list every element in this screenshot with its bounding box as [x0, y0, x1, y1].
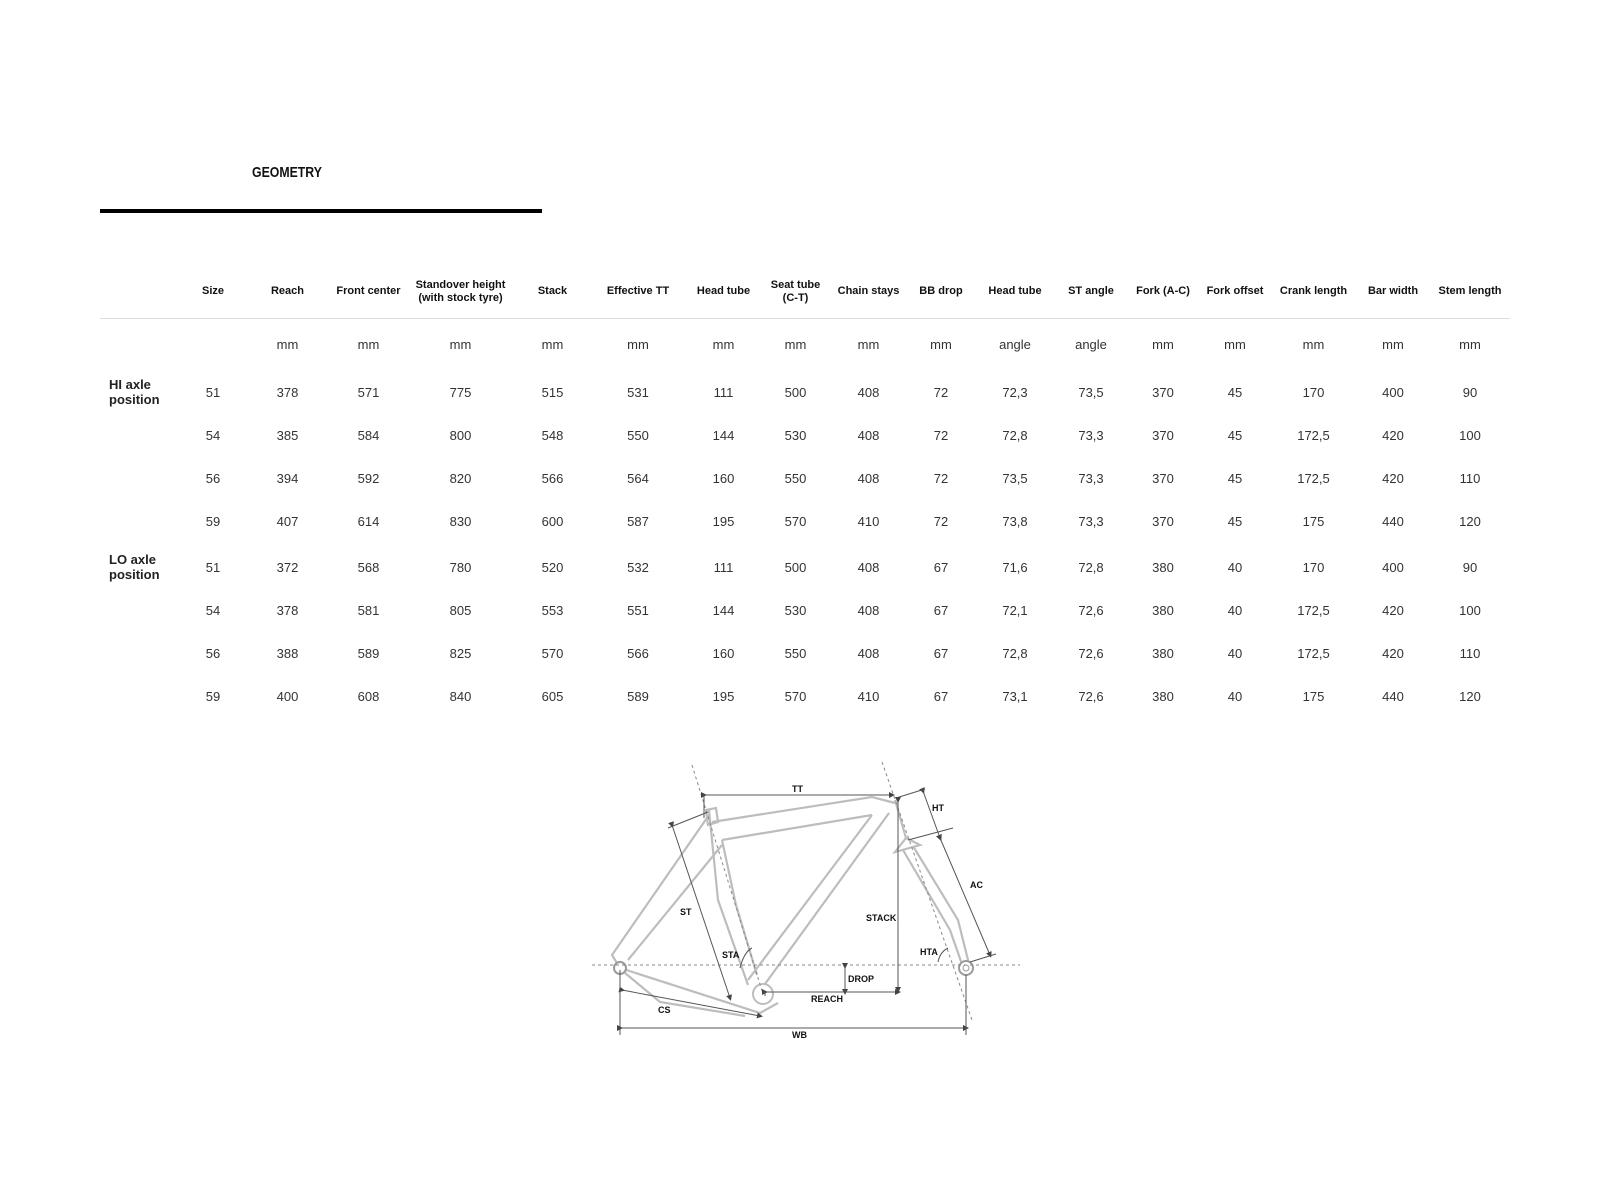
value-cell: 566	[627, 646, 649, 661]
value-cell: 111	[713, 384, 734, 400]
size-cell: 59	[205, 689, 221, 704]
value-cell: 548	[541, 428, 564, 443]
value-cell: 110	[1459, 471, 1481, 486]
value-cell: 380	[1152, 689, 1174, 704]
value-cell: 67	[933, 646, 949, 661]
size-cell: 54	[205, 603, 221, 618]
label-wb: WB	[792, 1030, 807, 1040]
value-cell: 800	[449, 428, 472, 443]
value-cell: 500	[784, 559, 807, 575]
value-cell: 72,6	[1078, 603, 1104, 618]
value-cell: 72,8	[1002, 646, 1028, 661]
size-cell: 59	[205, 514, 221, 529]
unit-cell: angle	[1075, 336, 1107, 352]
front-axle	[959, 961, 973, 975]
value-cell: 420	[1382, 428, 1404, 443]
value-cell: 587	[627, 514, 649, 529]
value-cell: 144	[712, 603, 735, 618]
value-cell: 72	[933, 384, 949, 400]
value-cell: 592	[357, 471, 380, 486]
value-cell: 530	[784, 428, 807, 443]
label-cs: CS	[658, 1005, 671, 1015]
value-cell: 45	[1227, 514, 1243, 529]
value-cell: 90	[1462, 559, 1478, 575]
value-cell: 830	[449, 514, 472, 529]
value-cell: 825	[449, 646, 472, 661]
size-cell: 51	[205, 384, 221, 400]
value-cell: 385	[276, 428, 299, 443]
value-cell: 589	[357, 646, 380, 661]
value-cell: 394	[276, 471, 299, 486]
value-cell: 72,1	[1002, 603, 1028, 618]
header-cell: Reach	[244, 266, 331, 318]
value-cell: 410	[857, 689, 880, 704]
value-cell: 407	[276, 514, 299, 529]
unit-cell: mm	[541, 336, 564, 352]
value-cell: 530	[784, 603, 807, 618]
value-cell: 45	[1227, 471, 1243, 486]
value-cell: 775	[449, 384, 472, 400]
value-cell: 67	[933, 603, 949, 618]
value-cell: 45	[1227, 384, 1243, 400]
header-cell: Fork offset	[1199, 266, 1271, 318]
unit-cell: mm	[712, 336, 735, 352]
unit-cell: mm	[784, 336, 807, 352]
value-cell: 40	[1227, 559, 1243, 575]
value-cell: 584	[357, 428, 380, 443]
value-cell: 195	[712, 514, 735, 529]
size-cell: 51	[205, 559, 221, 575]
value-cell: 520	[541, 559, 564, 575]
value-cell: 408	[857, 559, 880, 575]
size-cell: 56	[205, 646, 221, 661]
value-cell: 551	[627, 603, 649, 618]
value-cell: 73,5	[1002, 471, 1028, 486]
value-cell: 370	[1152, 514, 1174, 529]
value-cell: 531	[627, 384, 649, 400]
header-cell: Stem length	[1430, 266, 1510, 318]
unit-cell: mm	[276, 336, 299, 352]
value-cell: 408	[857, 428, 880, 443]
label-hta: HTA	[920, 947, 938, 957]
value-cell: 90	[1462, 384, 1478, 400]
value-cell: 400	[276, 689, 299, 704]
unit-cell: angle	[999, 336, 1031, 352]
value-cell: 45	[1227, 428, 1243, 443]
header-cell: Chain stays	[830, 266, 907, 318]
value-cell: 515	[541, 384, 564, 400]
value-cell: 67	[933, 559, 949, 575]
value-cell: 172,5	[1297, 603, 1330, 618]
value-cell: 40	[1227, 646, 1243, 661]
value-cell: 420	[1382, 603, 1404, 618]
value-cell: 72,6	[1078, 689, 1104, 704]
label-ac: AC	[970, 880, 983, 890]
value-cell: 73,3	[1078, 471, 1104, 486]
unit-cell: mm	[1459, 336, 1481, 352]
header-cell: Head tube	[686, 266, 761, 318]
header-cell: Stack	[515, 266, 590, 318]
value-cell: 73,3	[1078, 428, 1104, 443]
value-cell: 568	[357, 559, 380, 575]
value-cell: 820	[449, 471, 472, 486]
value-cell: 100	[1459, 603, 1481, 618]
header-cell: BB drop	[907, 266, 975, 318]
value-cell: 110	[1459, 646, 1481, 661]
header-cell: Fork (A-C)	[1127, 266, 1199, 318]
unit-cell: mm	[357, 336, 380, 352]
value-cell: 400	[1382, 559, 1404, 575]
value-cell: 378	[276, 603, 299, 618]
value-cell: 550	[784, 471, 807, 486]
value-cell: 408	[857, 384, 880, 400]
label-st: ST	[680, 907, 692, 917]
header-cell: Front center	[331, 266, 406, 318]
value-cell: 500	[784, 384, 807, 400]
value-cell: 40	[1227, 689, 1243, 704]
label-sta: STA	[722, 950, 740, 960]
value-cell: 553	[541, 603, 564, 618]
value-cell: 100	[1459, 428, 1481, 443]
value-cell: 805	[449, 603, 472, 618]
value-cell: 440	[1382, 514, 1404, 529]
unit-cell: mm	[1152, 336, 1174, 352]
header-cell: Standover height (with stock tyre)	[406, 266, 515, 318]
header-cell: Bar width	[1356, 266, 1430, 318]
value-cell: 40	[1227, 603, 1243, 618]
value-cell: 73,3	[1078, 514, 1104, 529]
value-cell: 550	[784, 646, 807, 661]
value-cell: 570	[784, 514, 807, 529]
value-cell: 195	[712, 689, 735, 704]
value-cell: 400	[1382, 384, 1404, 400]
value-cell: 370	[1152, 428, 1174, 443]
value-cell: 144	[712, 428, 735, 443]
value-cell: 550	[627, 428, 649, 443]
value-cell: 370	[1152, 384, 1174, 400]
value-cell: 564	[627, 471, 649, 486]
value-cell: 160	[712, 471, 735, 486]
size-cell: 56	[205, 471, 221, 486]
value-cell: 120	[1459, 514, 1481, 529]
value-cell: 589	[627, 689, 649, 704]
value-cell: 380	[1152, 559, 1174, 575]
bottom-bracket	[753, 984, 773, 1004]
unit-cell: mm	[627, 336, 649, 352]
value-cell: 71,6	[1002, 559, 1028, 575]
frame-outline	[612, 797, 970, 1016]
value-cell: 378	[276, 384, 299, 400]
value-cell: 380	[1152, 646, 1174, 661]
value-cell: 600	[541, 514, 564, 529]
label-drop: DROP	[848, 974, 875, 984]
header-cell: Effective TT	[590, 266, 686, 318]
value-cell: 72	[933, 428, 949, 443]
value-cell: 72,8	[1078, 559, 1104, 575]
value-cell: 780	[449, 559, 472, 575]
value-cell: 73,5	[1078, 384, 1104, 400]
value-cell: 408	[857, 603, 880, 618]
value-cell: 120	[1459, 689, 1481, 704]
value-cell: 67	[933, 689, 949, 704]
value-cell: 160	[712, 646, 735, 661]
header-cell: Crank length	[1271, 266, 1356, 318]
value-cell: 571	[357, 384, 380, 400]
header-cell: Seat tube (C-T)	[761, 266, 830, 318]
label-stack: STACK	[866, 913, 897, 923]
value-cell: 170	[1302, 384, 1325, 400]
value-cell: 111	[713, 559, 734, 575]
value-cell: 420	[1382, 471, 1404, 486]
label-ht: HT	[932, 803, 944, 813]
value-cell: 380	[1152, 603, 1174, 618]
unit-cell: mm	[1382, 336, 1404, 352]
unit-cell: mm	[857, 336, 880, 352]
value-cell: 570	[541, 646, 564, 661]
value-cell: 410	[857, 514, 880, 529]
value-cell: 73,8	[1002, 514, 1028, 529]
value-cell: 420	[1382, 646, 1404, 661]
value-cell: 614	[357, 514, 380, 529]
value-cell: 408	[857, 646, 880, 661]
page-title: GEOMETRY	[252, 164, 322, 181]
value-cell: 570	[784, 689, 807, 704]
value-cell: 175	[1302, 689, 1325, 704]
header-cell: Size	[182, 266, 244, 318]
value-cell: 566	[541, 471, 564, 486]
value-cell: 172,5	[1297, 646, 1330, 661]
label-tt: TT	[792, 784, 803, 794]
value-cell: 370	[1152, 471, 1174, 486]
label-reach: REACH	[811, 994, 844, 1004]
value-cell: 605	[541, 689, 564, 704]
value-cell: 175	[1302, 514, 1325, 529]
value-cell: 172,5	[1297, 471, 1330, 486]
value-cell: 408	[857, 471, 880, 486]
value-cell: 72	[933, 514, 949, 529]
unit-cell: mm	[449, 336, 472, 352]
value-cell: 388	[276, 646, 299, 661]
value-cell: 72,3	[1002, 384, 1028, 400]
value-cell: 440	[1382, 689, 1404, 704]
unit-cell: mm	[930, 336, 952, 352]
value-cell: 608	[357, 689, 380, 704]
value-cell: 73,1	[1002, 689, 1028, 704]
unit-cell: mm	[1224, 336, 1246, 352]
value-cell: 172,5	[1297, 428, 1330, 443]
size-cell: 54	[205, 428, 221, 443]
value-cell: 72,6	[1078, 646, 1104, 661]
dimension-lines	[592, 762, 1020, 1035]
unit-cell: mm	[1302, 336, 1325, 352]
group-label: HI axle position	[109, 377, 160, 407]
value-cell: 532	[627, 559, 649, 575]
header-cell: Head tube	[975, 266, 1055, 318]
value-cell: 581	[357, 603, 380, 618]
group-label: LO axle position	[109, 552, 160, 582]
value-cell: 72,8	[1002, 428, 1028, 443]
value-cell: 170	[1302, 559, 1325, 575]
value-cell: 72	[933, 471, 949, 486]
value-cell: 840	[449, 689, 472, 704]
header-cell: ST angle	[1055, 266, 1127, 318]
value-cell: 372	[276, 559, 299, 575]
